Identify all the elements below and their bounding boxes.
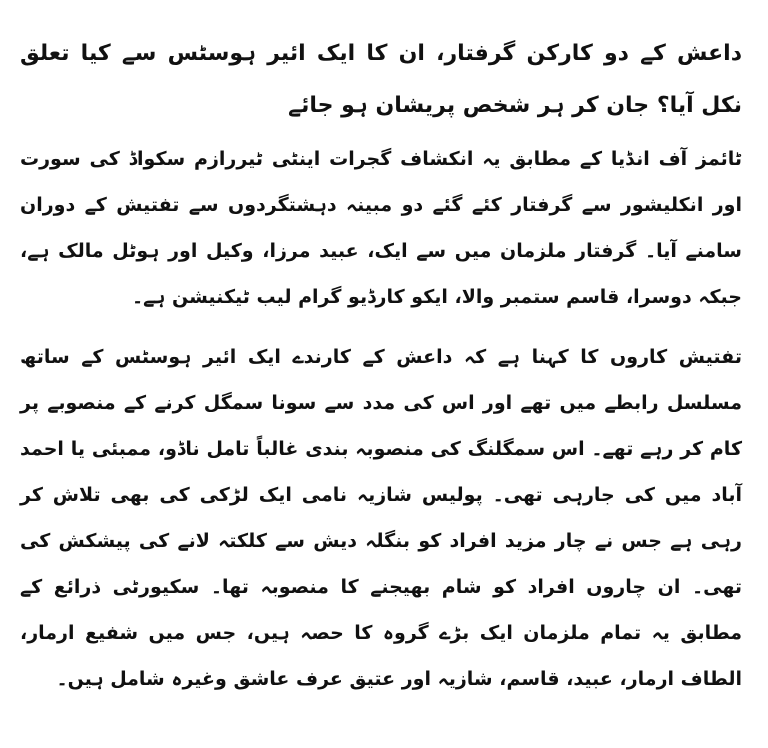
- article-paragraph-1: ٹائمز آف انڈیا کے مطابق یہ انکشاف گجرات اینٹی ٹیررازم سکواڈ کی سورت اور انکلیشور سے گرفتار کئے گئے دو مبینہ دہشتگردوں سے تفتیش کے دوران سامنے آیا۔ گرفتار ملزمان میں سے ایک، عبید مرزا، وکیل اور ہوٹل مالک ہے، جبکہ دوسرا، قاسم ستمبر والا، ایکو کارڈیو گرام لیب ٹیکنیشن ہے۔: [20, 148, 742, 308]
- article-headline: داعش کے دو کارکن گرفتار، ان کا ایک ائیر ہوسٹس سے کیا تعلق نکل آیا؟ جان کر ہر شخص پریشان ہو جائے: [20, 41, 742, 118]
- article-paragraph-2: تفتیش کاروں کا کہنا ہے کہ داعش کے کارندے ایک ائیر ہوسٹس کے ساتھ مسلسل رابطے میں تھے اور اس کی مدد سے سونا سمگل کرنے کے منصوبے پر کام کر رہے تھے۔ اس سمگلنگ کی منصوبہ بندی غالباً تامل ناڈو، ممبئی یا احمد آباد میں کی جارہی تھی۔ پولیس شازیہ نامی ایک لڑکی کی بھی تلاش کر رہی ہے جس نے چار مزید افراد کو بنگلہ دیش سے کلکتہ لانے کی پیشکش کی تھی۔ ان چاروں افراد کو شام بھیجنے کا منصوبہ تھا۔ سکیورٹی ذرائع کے مطابق یہ تمام ملزمان ایک بڑے گروہ کا حصہ ہیں، جس میں شفیع ارمار، الطاف ارمار، عبید، قاسم، شازیہ اور عتیق عرف عاشق وغیرہ شامل ہیں۔: [20, 346, 742, 690]
